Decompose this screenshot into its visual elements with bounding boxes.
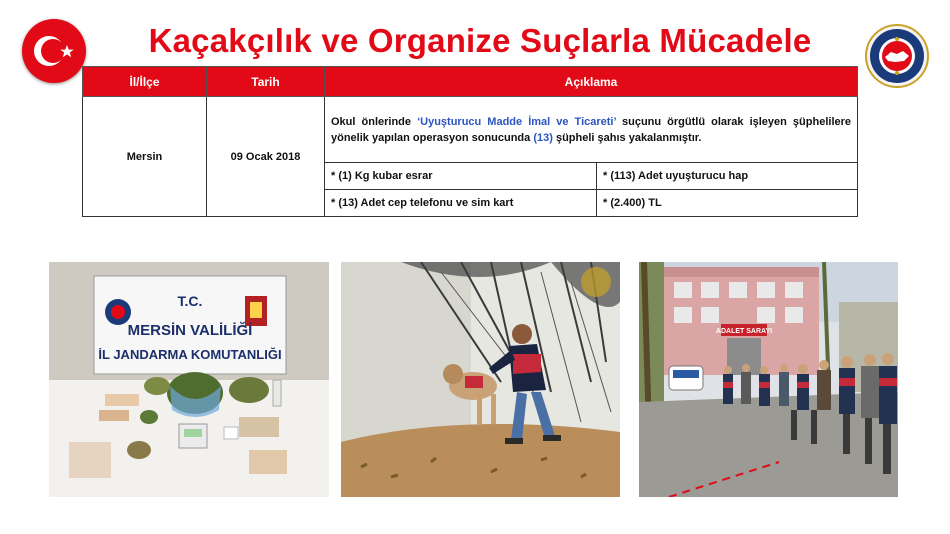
cell-location: Mersin: [83, 97, 207, 217]
crime-type-highlight: ‘Uyuşturucu Madde İmal ve Ticareti’: [417, 115, 616, 128]
suspect-count-highlight: (13): [533, 131, 553, 144]
page-title: Kaçakçılık ve Organize Suçlarla Mücadele: [148, 22, 812, 59]
header-location: İl/İlçe: [83, 67, 207, 97]
photo-courthouse-arrest: [639, 262, 898, 497]
seized-item: * (2.400) TL: [597, 190, 858, 217]
cell-date: 09 Ocak 2018: [207, 97, 325, 217]
ministry-emblem-icon: [867, 26, 927, 86]
sign-line-valilik: MERSİN VALİLİĞİ: [127, 322, 253, 339]
seized-item: * (13) Adet cep telefonu ve sim kart: [325, 190, 597, 217]
header-description: Açıklama: [325, 67, 858, 97]
seized-item: * (113) Adet uyuşturucu hap: [597, 163, 858, 190]
crescent-star-icon: [22, 19, 86, 83]
turkish-flag-logo: [22, 19, 86, 83]
sign-line-tc: T.C.: [177, 293, 203, 309]
photo-sniffer-dog: [341, 262, 620, 497]
photo-seized-evidence: [49, 262, 329, 497]
sign-line-jandarma: İL JANDARMA KOMUTANLIĞI: [98, 347, 282, 362]
table-header-row: [83, 67, 858, 97]
header-date: Tarih: [207, 67, 325, 97]
interior-ministry-seal-logo: [865, 24, 929, 88]
seized-item: * (1) Kg kubar esrar: [325, 163, 597, 190]
table-row: [83, 97, 858, 163]
cell-description: Okul önlerinde ‘Uyuşturucu Madde İmal ve Ticareti’ suçunu örgütlü olarak işleyen şüphelilere yönelik yapılan operasyon sonucunda (13) şüpheli şahıs yakalanmıştır.: [325, 97, 858, 163]
courthouse-sign: ADALET SARAYI: [715, 328, 773, 335]
operation-table: [82, 66, 858, 217]
